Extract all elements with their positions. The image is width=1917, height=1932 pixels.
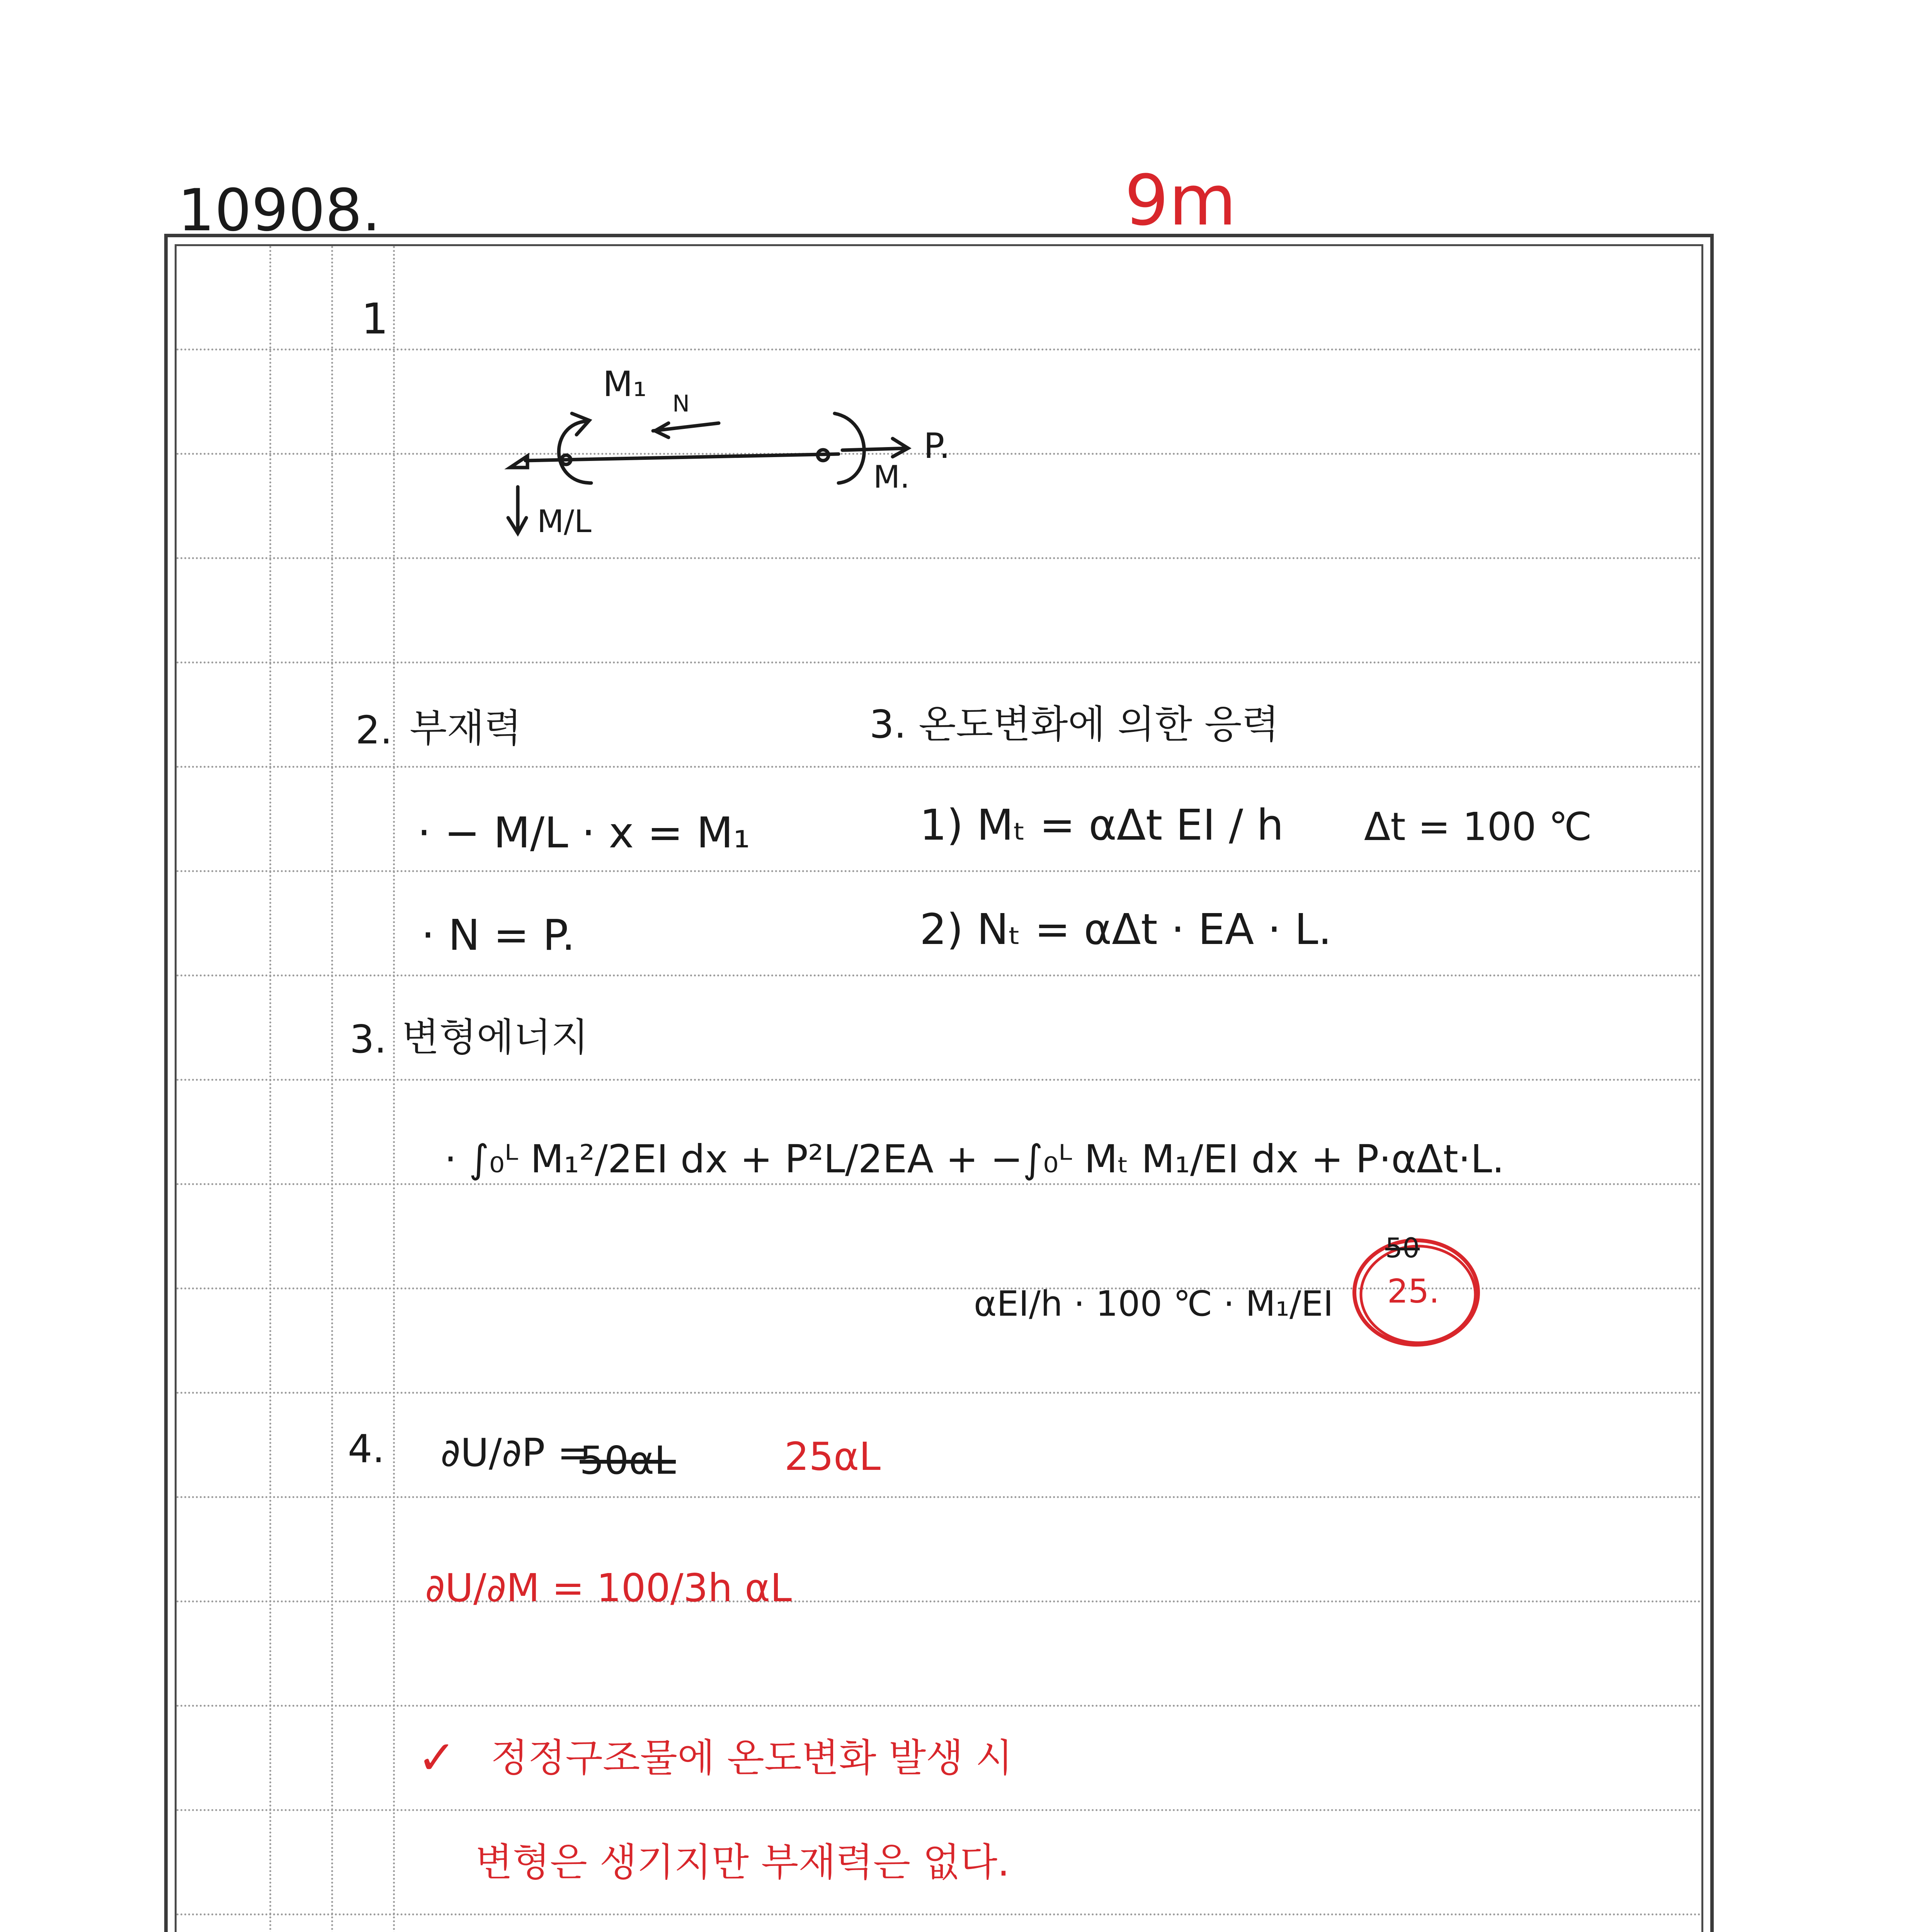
circled-new-value: 25. [1387,1272,1440,1311]
ruling-line [177,349,1701,350]
circled-old-value: 50 [1385,1232,1420,1264]
q4-line-1-lhs: ∂U/∂P = [441,1430,590,1475]
q2-line-1: · − M/L · x = M₁ [417,808,750,857]
ruling-line [177,1183,1701,1185]
q2-number: 2. [356,707,393,753]
diagram-label-p: P. [924,426,950,466]
ruling-line [177,766,1701,768]
note-check-mark: ✓ [417,1731,456,1785]
moment-arc-left-icon [559,421,591,483]
margin-line-3 [393,246,395,1932]
ruling-line [177,1079,1701,1081]
ruling-line [177,1600,1701,1602]
diagram-label-m1: M₁ [603,364,647,405]
q4-line-1-struck: 50αL [580,1438,676,1483]
q3a-title: 3. 온도변화에 의한 응력 [869,702,1279,747]
document-number: 10908. [178,177,381,244]
q4-line-1-corrected: 25αL [784,1434,881,1479]
ruling-line [177,662,1701,663]
q1-number: 1 [361,294,388,344]
q3b-number: 3. [350,1017,387,1062]
ruling-line [177,870,1701,872]
ruling-line [177,1913,1701,1915]
beam-member [526,454,839,461]
q2-title: 부재력 [410,706,522,751]
diagram-label-m: M. [873,459,910,495]
margin-line-2 [331,246,333,1932]
q3b-substitution: αEI/h · 100 ℃ · M₁/EI [974,1284,1334,1324]
margin-line-1 [269,246,271,1932]
ruling-line [177,975,1701,976]
score-mark: 9m [1124,160,1237,241]
q3a-line-2: 2) Nₜ = αΔt · EA · L. [920,905,1332,954]
ruling-line [177,1705,1701,1707]
q3a-line-1b: Δt = 100 ℃ [1364,804,1592,849]
ruling-line [177,1809,1701,1811]
q3a-line-1: 1) Mₜ = αΔt EI / h [920,800,1284,850]
note-line-1: 정정구조물에 온도변화 발생 시 [491,1735,1013,1781]
ruling-line [177,1496,1701,1498]
q4-number: 4. [348,1426,385,1471]
ruling-line [177,1392,1701,1394]
q2-line-2: · N = P. [421,910,575,960]
diagram-label-n: N [672,390,690,417]
note-line-2: 변형은 생기지만 부재력은 없다. [475,1840,1010,1885]
diagram-label-reaction: M/L [537,503,592,539]
q3b-title: 변형에너지 [402,1015,589,1060]
beam-diagram [502,355,985,595]
q4-line-2: ∂U/∂M = 100/3h αL [425,1565,792,1611]
q3b-equation: · ∫₀ᴸ M₁²/2EI dx + P²L/2EA + −∫₀ᴸ Mₜ M₁/EI dx + P·αΔt·L. [444,1136,1505,1182]
